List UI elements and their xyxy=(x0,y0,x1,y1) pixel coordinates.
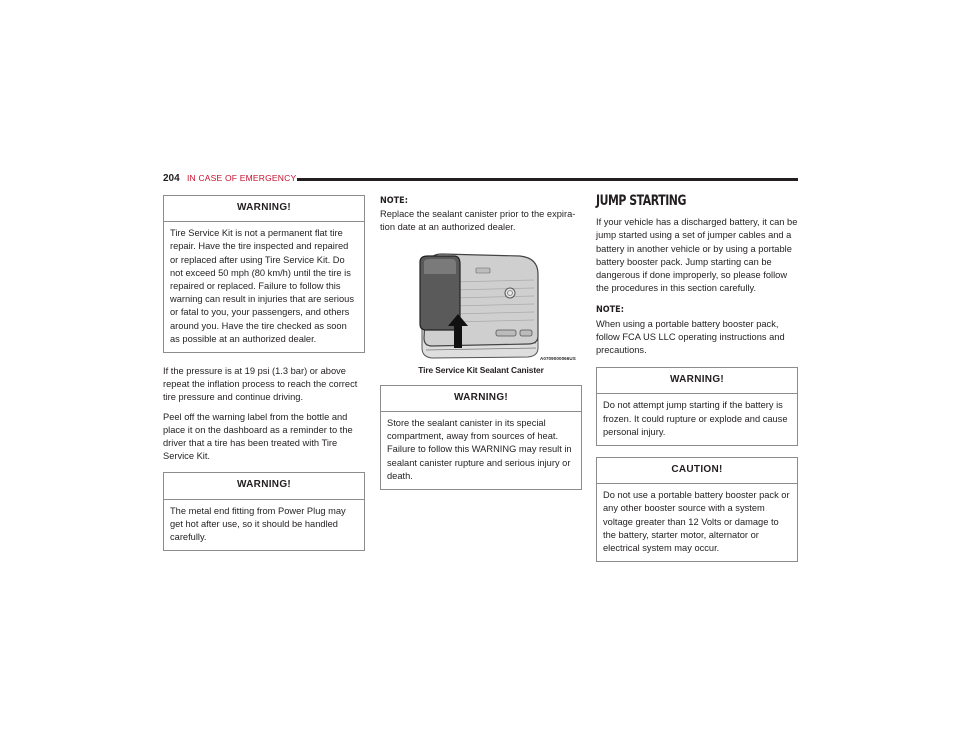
caution-title: CAUTION! xyxy=(597,458,797,484)
warning-box-canister-storage xyxy=(380,385,582,490)
warning-body: The metal end fitting from Power Plug may get hot after use, so it should be handled carefully. xyxy=(170,505,346,543)
sealant-canister-illustration xyxy=(380,244,582,364)
note-text: Replace the sealant canister prior to the expira-tion date at an authorized dealer. xyxy=(380,209,576,233)
warning-body: Tire Service Kit is not a permanent flat tire repair. Have the tire inspected and repaired or replaced after using Tire Service Kit. Do not exceed 50 mph (80 km/h) until the tire is repaired or replaced. Failure to follow this warning can result in injuries that are serious or fatal to you, your passengers, and others around you. Have the tire checked as soon as possible at an authorized dealer. xyxy=(170,228,354,344)
column-middle xyxy=(380,195,582,490)
caution-box-booster-voltage xyxy=(596,457,798,562)
section-heading-jump-starting: JUMP STARTING xyxy=(596,193,686,209)
warning-title: WARNING! xyxy=(164,473,364,499)
figure-sealant-canister xyxy=(380,244,582,364)
warning-title: WARNING! xyxy=(597,368,797,394)
page-header xyxy=(163,173,798,187)
header-rule xyxy=(297,178,798,181)
paragraph-warning-label: Peel off the warning label from the bottle and place it on the dashboard as a reminder to the driver that a tire has been treated with Tire Service Kit. xyxy=(163,411,353,462)
figure-caption: Tire Service Kit Sealant Canister xyxy=(418,364,544,375)
warning-box-tire-service-kit xyxy=(163,195,365,353)
caution-body: Do not use a portable battery booster pack or any other booster source with a system voltage greater than 12 Volts or damage to the battery, starter motor, alternator or electrical system may occur. xyxy=(603,490,790,554)
warning-body: Do not attempt jump starting if the battery is frozen. It could rupture or explode and cause personal injury. xyxy=(603,400,788,437)
page-number: 204 xyxy=(163,173,180,184)
warning-body: Store the sealant canister in its special compartment, away from sources of heat. Failure to follow this WARNING may result in sealant canister rupture and serious injury or death. xyxy=(387,418,572,481)
warning-title: WARNING! xyxy=(381,386,581,412)
note-text: When using a portable battery booster pack, follow FCA US LLC operating instructions and precautions. xyxy=(596,318,785,356)
warning-title: WARNING! xyxy=(164,196,364,222)
warning-box-power-plug xyxy=(163,472,365,551)
paragraph-jump-starting: If your vehicle has a discharged battery, it can be jump started using a set of jumper cables and a battery in another vehicle or by using a portable battery booster pack. Jump starting can be dangerous if done improperly, so please follow the procedures in this section carefully. xyxy=(596,217,798,294)
section-title: IN CASE OF EMERGENCY xyxy=(187,173,297,183)
column-left xyxy=(163,195,365,551)
column-right xyxy=(596,195,798,562)
warning-box-frozen-battery xyxy=(596,367,798,446)
figure-code: A0709000066US xyxy=(540,355,576,361)
note-label: NOTE: xyxy=(596,305,624,316)
paragraph-pressure: If the pressure is at 19 psi (1.3 bar) or above repeat the inflation process to reach the correct tire pressure and continue driving. xyxy=(163,366,358,403)
note-label: NOTE: xyxy=(380,196,408,206)
